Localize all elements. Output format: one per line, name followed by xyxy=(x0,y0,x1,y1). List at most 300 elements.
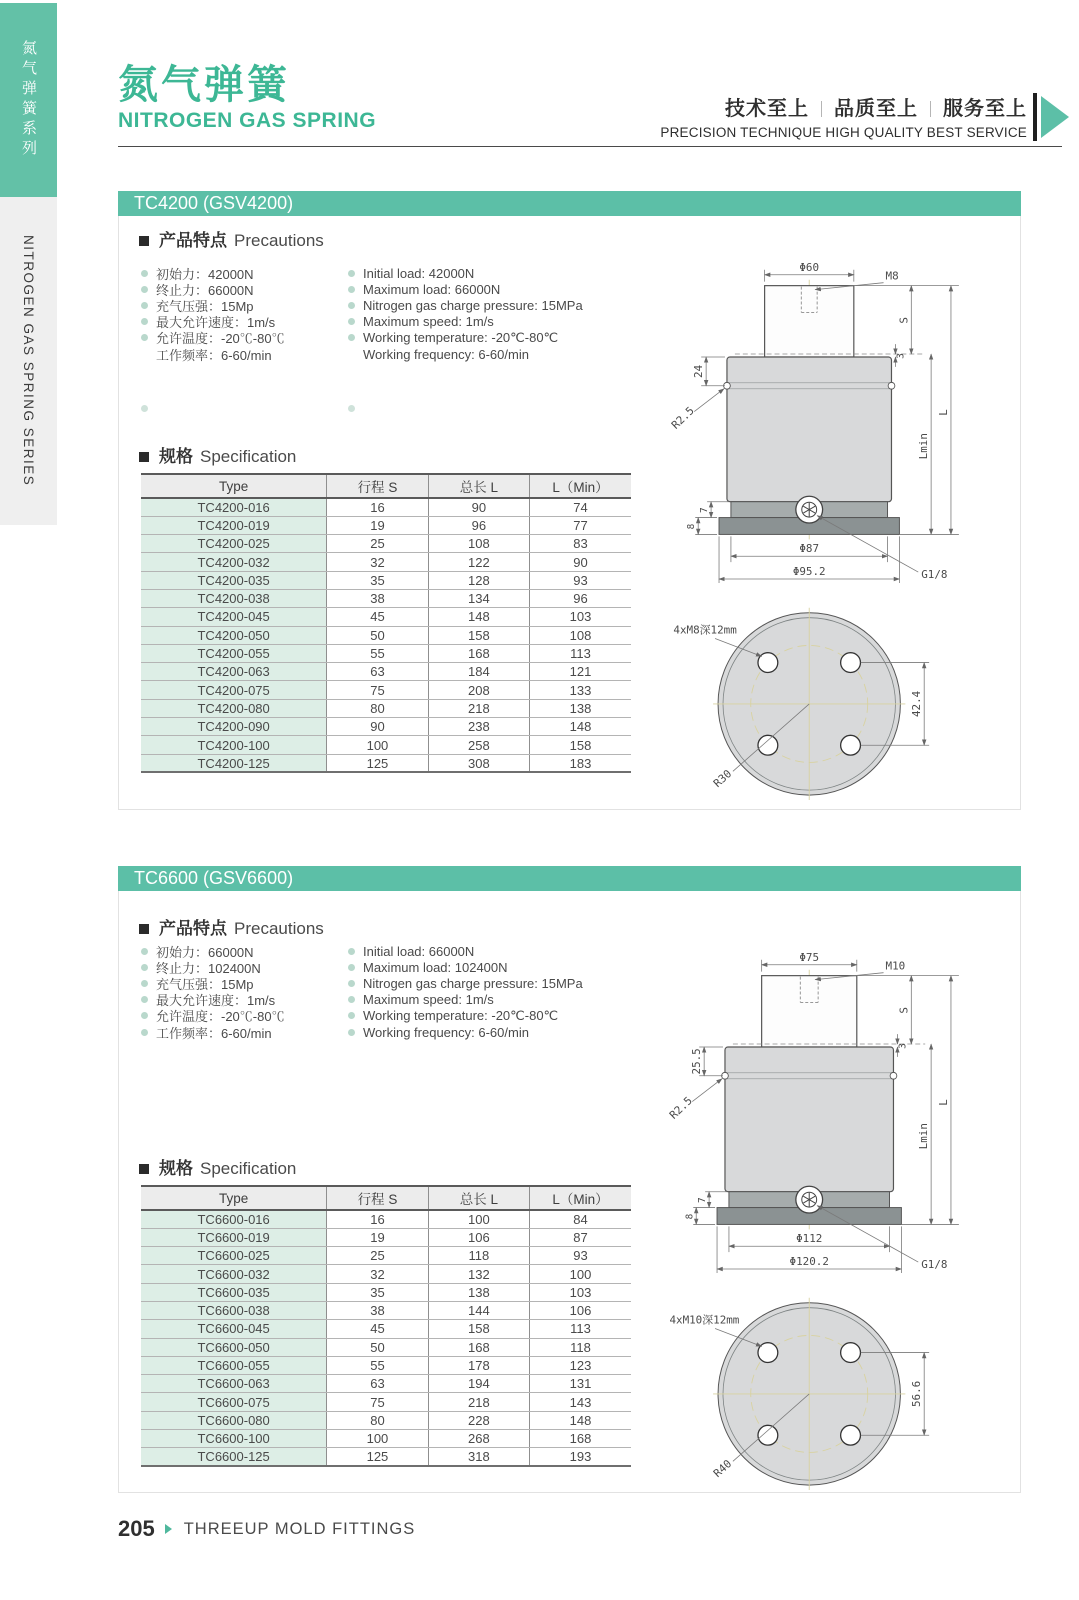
col-header-lmin: L（Min） xyxy=(530,474,631,498)
type-cell: TC6600-019 xyxy=(141,1228,327,1246)
value-cell: 125 xyxy=(327,1448,428,1466)
value-cell: 218 xyxy=(428,1393,529,1411)
divider xyxy=(930,101,931,117)
value-cell: 148 xyxy=(530,1411,631,1429)
dim-length: L xyxy=(936,1099,950,1106)
value-cell: 258 xyxy=(428,736,529,754)
precaution-text: 最大允许速度：1m/s xyxy=(156,315,276,331)
value-cell: 35 xyxy=(327,1283,428,1301)
precaution-text: Nitrogen gas charge pressure: 15MPa xyxy=(363,975,583,991)
precaution-text: 允许温度：-20℃-80℃ xyxy=(156,331,285,347)
features-heading xyxy=(139,914,324,939)
type-cell: TC6600-032 xyxy=(141,1265,327,1283)
features-heading-zh: 产品特点 xyxy=(159,919,227,938)
table-row xyxy=(141,1265,631,1283)
value-cell: 63 xyxy=(327,663,428,681)
value-cell: 158 xyxy=(530,736,631,754)
value-cell: 16 xyxy=(327,1210,428,1228)
slogan-part: 品质至上 xyxy=(834,98,918,120)
value-cell: 74 xyxy=(530,498,631,516)
value-cell: 106 xyxy=(530,1301,631,1319)
value-cell: 128 xyxy=(428,571,529,589)
dim-base-diameter: Φ120.2 xyxy=(789,1255,829,1269)
precaution-item xyxy=(141,281,285,297)
value-cell: 228 xyxy=(428,1411,529,1429)
value-cell: 100 xyxy=(530,1265,631,1283)
value-cell: 118 xyxy=(530,1338,631,1356)
dim-hole-span: 42.4 xyxy=(910,690,924,718)
precaution-text: Nitrogen gas charge pressure: 15MPa xyxy=(363,297,583,313)
table-row xyxy=(141,754,631,772)
dim-bolt-circle-radius: R40 xyxy=(710,1457,735,1481)
value-cell: 55 xyxy=(327,1356,428,1374)
table-row xyxy=(141,1283,631,1301)
table-row xyxy=(141,1338,631,1356)
precaution-text: Maximum speed: 1m/s xyxy=(363,992,494,1008)
table-row xyxy=(141,516,631,534)
value-cell: 132 xyxy=(428,1265,529,1283)
value-cell: 168 xyxy=(428,644,529,662)
value-cell: 121 xyxy=(530,663,631,681)
precaution-item xyxy=(348,943,583,959)
arrow-right-icon xyxy=(165,1524,172,1534)
table-row xyxy=(141,571,631,589)
table-row xyxy=(141,1301,631,1319)
value-cell: 50 xyxy=(327,626,428,644)
page-footer xyxy=(118,1516,415,1542)
bullet-icon xyxy=(348,948,355,955)
value-cell: 158 xyxy=(428,1320,529,1338)
dim-bolt-holes: 4xM10深12mm xyxy=(669,1313,740,1327)
value-cell: 318 xyxy=(428,1448,529,1466)
table-row xyxy=(141,644,631,662)
precaution-text: Initial load: 66000N xyxy=(363,943,475,959)
square-bullet-icon xyxy=(139,1164,149,1174)
precaution-text: Maximum load: 66000N xyxy=(363,281,501,297)
value-cell: 308 xyxy=(428,754,529,772)
type-cell: TC6600-100 xyxy=(141,1430,327,1448)
table-row xyxy=(141,1356,631,1374)
precaution-item xyxy=(141,959,285,975)
type-cell: TC4200-063 xyxy=(141,663,327,681)
dim-thread: M10 xyxy=(885,959,906,973)
type-cell: TC4200-035 xyxy=(141,571,327,589)
spec-heading-en: Specification xyxy=(200,447,297,466)
bullet-icon xyxy=(141,302,148,309)
bullet-icon xyxy=(141,1029,148,1036)
table-row xyxy=(141,736,631,754)
table-row xyxy=(141,1247,631,1265)
precaution-text: 初始力：42000N xyxy=(156,266,254,282)
dim-upper-length: 24 xyxy=(692,364,706,378)
value-cell: 158 xyxy=(428,626,529,644)
features-heading xyxy=(139,226,324,251)
bullet-icon xyxy=(348,302,355,309)
bullet-icon xyxy=(348,334,355,341)
slogan-en: PRECISION TECHNIQUE HIGH QUALITY BEST SERVICE xyxy=(660,125,1027,140)
spec-heading-zh: 规格 xyxy=(159,447,193,466)
bullet-icon xyxy=(141,286,148,293)
bullet-icon xyxy=(141,996,148,1003)
precaution-text: 最大允许速度：1m/s xyxy=(156,993,276,1009)
precaution-item xyxy=(141,1024,285,1040)
value-cell: 208 xyxy=(428,681,529,699)
value-cell: 123 xyxy=(530,1356,631,1374)
type-cell: TC4200-090 xyxy=(141,718,327,736)
value-cell: 32 xyxy=(327,1265,428,1283)
dim-flange-diameter: Φ87 xyxy=(799,542,820,556)
col-header-lmin: L（Min） xyxy=(530,1186,631,1210)
precaution-item xyxy=(348,1024,583,1040)
value-cell: 35 xyxy=(327,571,428,589)
precaution-item xyxy=(348,959,583,975)
table-row xyxy=(141,608,631,626)
value-cell: 125 xyxy=(327,754,428,772)
precaution-text: Maximum load: 102400N xyxy=(363,959,508,975)
section-body xyxy=(118,891,1021,1493)
value-cell: 19 xyxy=(327,1228,428,1246)
bullet-icon xyxy=(141,980,148,987)
value-cell: 96 xyxy=(530,589,631,607)
dim-groove-radius: R2.5 xyxy=(666,1094,695,1122)
value-cell: 50 xyxy=(327,1338,428,1356)
type-cell: TC4200-032 xyxy=(141,553,327,571)
value-cell: 90 xyxy=(530,553,631,571)
value-cell: 138 xyxy=(428,1283,529,1301)
spec-heading xyxy=(139,1154,296,1179)
page-title-zh: 氮气弹簧 xyxy=(118,63,290,107)
dim-flange-thickness: 7 xyxy=(699,507,711,513)
precaution-item xyxy=(348,297,583,313)
value-cell: 194 xyxy=(428,1375,529,1393)
value-cell: 93 xyxy=(530,1247,631,1265)
value-cell: 93 xyxy=(530,571,631,589)
type-cell: TC6600-055 xyxy=(141,1356,327,1374)
value-cell: 113 xyxy=(530,644,631,662)
bullet-icon xyxy=(348,996,355,1003)
precaution-text: Working frequency: 6-60/min xyxy=(363,1024,529,1040)
bullet-icon xyxy=(348,270,355,277)
type-cell: TC6600-016 xyxy=(141,1210,327,1228)
dim-bolt-circle-radius: R30 xyxy=(710,767,735,791)
value-cell: 63 xyxy=(327,1375,428,1393)
dim-base-diameter: Φ95.2 xyxy=(792,565,826,579)
value-cell: 100 xyxy=(327,736,428,754)
table-row xyxy=(141,553,631,571)
type-cell: TC4200-075 xyxy=(141,681,327,699)
table-row xyxy=(141,1210,631,1228)
col-header-type: Type xyxy=(141,1186,327,1210)
page-title xyxy=(118,64,376,133)
type-cell: TC6600-045 xyxy=(141,1320,327,1338)
table-header-row xyxy=(141,474,631,498)
precaution-item xyxy=(141,1008,285,1024)
precaution-item xyxy=(141,943,285,959)
precaution-item xyxy=(348,314,583,330)
precaution-text: 终止力：66000N xyxy=(156,282,254,298)
precaution-text: 充气压强：15Mp xyxy=(156,298,254,314)
bullet-icon xyxy=(348,405,355,412)
dim-length: L xyxy=(936,409,950,416)
precautions-list-zh xyxy=(141,265,285,362)
bullet-icon xyxy=(141,318,148,325)
value-cell: 106 xyxy=(428,1228,529,1246)
precaution-item xyxy=(141,975,285,991)
value-cell: 218 xyxy=(428,699,529,717)
slogan xyxy=(660,92,1027,140)
value-cell: 32 xyxy=(327,553,428,571)
precaution-item xyxy=(348,346,583,362)
value-cell: 25 xyxy=(327,535,428,553)
dim-length-min: Lmin xyxy=(917,1123,931,1150)
dim-top-diameter: Φ60 xyxy=(799,260,820,274)
value-cell: 45 xyxy=(327,1320,428,1338)
precaution-item xyxy=(141,297,285,313)
precaution-item xyxy=(141,992,285,1008)
col-header-stroke: 行程 S xyxy=(327,474,428,498)
dim-flange-diameter: Φ112 xyxy=(796,1232,823,1246)
sidebar-series-tab-en xyxy=(0,197,57,525)
dim-collar: 3 xyxy=(895,353,907,359)
table-row xyxy=(141,589,631,607)
table-row xyxy=(141,1448,631,1466)
type-cell: TC6600-050 xyxy=(141,1338,327,1356)
precaution-text: Maximum speed: 1m/s xyxy=(363,314,494,330)
type-cell: TC4200-050 xyxy=(141,626,327,644)
section-tc6600 xyxy=(118,866,1021,1493)
value-cell: 168 xyxy=(530,1430,631,1448)
value-cell: 77 xyxy=(530,516,631,534)
type-cell: TC4200-025 xyxy=(141,535,327,553)
precaution-item xyxy=(348,992,583,1008)
value-cell: 100 xyxy=(428,1210,529,1228)
table-row xyxy=(141,1430,631,1448)
bullet-icon xyxy=(348,318,355,325)
value-cell: 55 xyxy=(327,644,428,662)
square-bullet-icon xyxy=(139,452,149,462)
precaution-text: Initial load: 42000N xyxy=(363,265,475,281)
col-header-length: 总长 L xyxy=(428,474,529,498)
spec-table xyxy=(141,473,631,773)
table-row xyxy=(141,626,631,644)
type-cell: TC4200-019 xyxy=(141,516,327,534)
spec-heading-en: Specification xyxy=(200,1159,297,1178)
value-cell: 38 xyxy=(327,1301,428,1319)
page-title-en: NITROGEN GAS SPRING xyxy=(118,109,377,132)
bullet-icon xyxy=(348,1029,355,1036)
precaution-text: 工作频率：6-60/min xyxy=(156,347,272,363)
spec-heading-zh: 规格 xyxy=(159,1159,193,1178)
dim-groove-radius: R2.5 xyxy=(668,404,697,432)
bullet-icon xyxy=(141,334,148,341)
slogan-part: 服务至上 xyxy=(943,98,1027,120)
type-cell: TC4200-055 xyxy=(141,644,327,662)
sidebar-series-label-zh: 氮气弹簧系列 xyxy=(20,40,37,160)
dim-port: G1/8 xyxy=(921,568,948,582)
value-cell: 83 xyxy=(530,535,631,553)
value-cell: 108 xyxy=(530,626,631,644)
bullet-icon xyxy=(141,964,148,971)
technical-drawing-tc6600 xyxy=(664,936,1004,1496)
bullet-icon xyxy=(141,948,148,955)
table-row xyxy=(141,1411,631,1429)
type-cell: TC4200-080 xyxy=(141,699,327,717)
value-cell: 122 xyxy=(428,553,529,571)
value-cell: 184 xyxy=(428,663,529,681)
table-row xyxy=(141,1320,631,1338)
dim-bolt-holes: 4xM8深12mm xyxy=(673,623,737,637)
value-cell: 144 xyxy=(428,1301,529,1319)
table-header-row xyxy=(141,1186,631,1210)
table-row xyxy=(141,498,631,516)
table-row xyxy=(141,1228,631,1246)
sidebar-series-tab-zh xyxy=(0,3,57,197)
value-cell: 113 xyxy=(530,1320,631,1338)
bullet-icon xyxy=(141,1012,148,1019)
precaution-item xyxy=(141,346,285,362)
section-tc4200 xyxy=(118,191,1021,810)
arrow-right-icon xyxy=(1041,96,1069,138)
features-heading-en: Precautions xyxy=(234,231,324,250)
value-cell: 183 xyxy=(530,754,631,772)
dim-base-thickness: 8 xyxy=(684,1213,696,1220)
precaution-item xyxy=(141,330,285,346)
type-cell: TC6600-025 xyxy=(141,1247,327,1265)
value-cell: 87 xyxy=(530,1228,631,1246)
precaution-item xyxy=(141,314,285,330)
value-cell: 108 xyxy=(428,535,529,553)
col-header-stroke: 行程 S xyxy=(327,1186,428,1210)
value-cell: 16 xyxy=(327,498,428,516)
value-cell: 100 xyxy=(327,1430,428,1448)
table-row xyxy=(141,1393,631,1411)
footer-brand: THREEUP MOLD FITTINGS xyxy=(183,1519,416,1538)
features-heading-en: Precautions xyxy=(234,919,324,938)
type-cell: TC6600-035 xyxy=(141,1283,327,1301)
spec-heading xyxy=(139,442,296,467)
precaution-text: Working temperature: -20℃-80℃ xyxy=(363,1007,559,1023)
value-cell: 268 xyxy=(428,1430,529,1448)
value-cell: 96 xyxy=(428,516,529,534)
precaution-text: Working temperature: -20℃-80℃ xyxy=(363,329,559,345)
col-header-length: 总长 L xyxy=(428,1186,529,1210)
col-header-type: Type xyxy=(141,474,327,498)
precaution-text: 初始力：66000N xyxy=(156,944,254,960)
precaution-item xyxy=(348,330,583,346)
precaution-item xyxy=(141,265,285,281)
slogan-divider-bar xyxy=(1033,93,1037,141)
value-cell: 80 xyxy=(327,699,428,717)
bullet-icon xyxy=(348,980,355,987)
value-cell: 148 xyxy=(428,608,529,626)
dim-collar: 3 xyxy=(897,1043,909,1049)
precaution-text: Working frequency: 6-60/min xyxy=(363,346,529,362)
value-cell: 45 xyxy=(327,608,428,626)
sidebar-series-label-en: NITROGEN GAS SPRING SERIES xyxy=(21,235,36,487)
value-cell: 133 xyxy=(530,681,631,699)
section-title-bar: TC6600 (GSV6600) xyxy=(118,866,1021,891)
value-cell: 148 xyxy=(530,718,631,736)
section-body xyxy=(118,216,1021,810)
value-cell: 90 xyxy=(428,498,529,516)
type-cell: TC4200-100 xyxy=(141,736,327,754)
value-cell: 131 xyxy=(530,1375,631,1393)
section-title-bar: TC4200 (GSV4200) xyxy=(118,191,1021,216)
value-cell: 238 xyxy=(428,718,529,736)
dim-stroke: S xyxy=(897,317,911,324)
dim-port: G1/8 xyxy=(921,1258,948,1272)
precaution-item xyxy=(348,1008,583,1024)
value-cell: 134 xyxy=(428,589,529,607)
table-row xyxy=(141,663,631,681)
value-cell: 193 xyxy=(530,1448,631,1466)
precautions-list-en xyxy=(348,943,583,1040)
value-cell: 84 xyxy=(530,1210,631,1228)
square-bullet-icon xyxy=(139,236,149,246)
type-cell: TC6600-125 xyxy=(141,1448,327,1466)
precaution-item xyxy=(348,265,583,281)
page-number: 205 xyxy=(118,1516,155,1541)
precaution-text: 工作频率：6-60/min xyxy=(156,1025,272,1041)
value-cell: 103 xyxy=(530,608,631,626)
precaution-item xyxy=(348,281,583,297)
dim-base-thickness: 8 xyxy=(686,523,698,530)
type-cell: TC6600-063 xyxy=(141,1375,327,1393)
value-cell: 25 xyxy=(327,1247,428,1265)
value-cell: 178 xyxy=(428,1356,529,1374)
features-heading-zh: 产品特点 xyxy=(159,231,227,250)
type-cell: TC6600-080 xyxy=(141,1411,327,1429)
bullet-icon xyxy=(348,964,355,971)
precaution-text: 充气压强：15Mp xyxy=(156,976,254,992)
type-cell: TC4200-045 xyxy=(141,608,327,626)
value-cell: 103 xyxy=(530,1283,631,1301)
value-cell: 19 xyxy=(327,516,428,534)
type-cell: TC4200-016 xyxy=(141,498,327,516)
precautions-list-en xyxy=(348,265,583,362)
slogan-part: 技术至上 xyxy=(725,98,809,120)
precaution-item xyxy=(348,975,583,991)
table-row xyxy=(141,699,631,717)
slogan-zh xyxy=(660,92,1027,121)
bullet-icon xyxy=(141,405,148,412)
type-cell: TC4200-038 xyxy=(141,589,327,607)
precautions-list-zh xyxy=(141,943,285,1040)
value-cell: 75 xyxy=(327,681,428,699)
dim-stroke: S xyxy=(897,1007,911,1014)
type-cell: TC6600-075 xyxy=(141,1393,327,1411)
table-row xyxy=(141,535,631,553)
precaution-text: 终止力：102400N xyxy=(156,960,261,976)
table-row xyxy=(141,1375,631,1393)
value-cell: 168 xyxy=(428,1338,529,1356)
type-cell: TC6600-038 xyxy=(141,1301,327,1319)
value-cell: 143 xyxy=(530,1393,631,1411)
divider xyxy=(821,101,822,117)
dim-length-min: Lmin xyxy=(917,433,931,460)
header-rule xyxy=(118,146,1062,147)
value-cell: 75 xyxy=(327,1393,428,1411)
bullet-icon xyxy=(348,1012,355,1019)
technical-drawing-tc4200 xyxy=(664,246,1004,806)
value-cell: 118 xyxy=(428,1247,529,1265)
value-cell: 38 xyxy=(327,589,428,607)
dim-hole-span: 56.6 xyxy=(910,1380,924,1408)
bullet-icon xyxy=(348,286,355,293)
table-row xyxy=(141,681,631,699)
dim-upper-length: 25.5 xyxy=(690,1048,704,1075)
spec-table xyxy=(141,1185,631,1467)
